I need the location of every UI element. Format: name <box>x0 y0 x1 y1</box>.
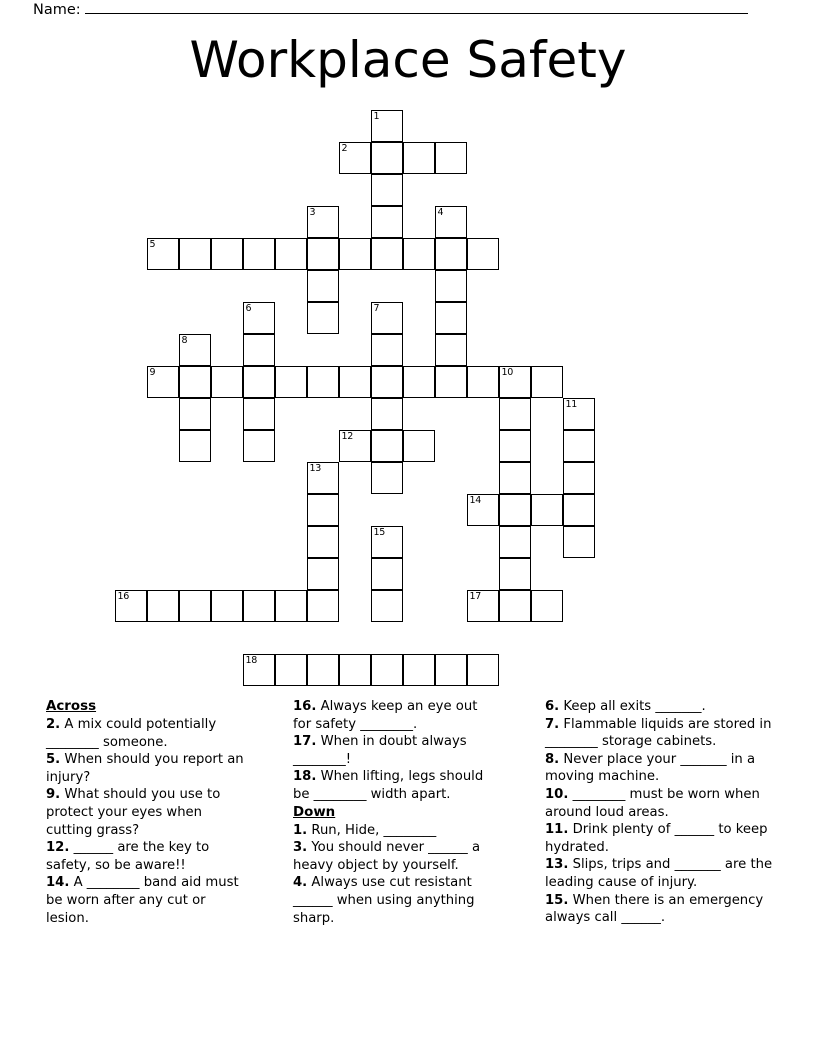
crossword-cell[interactable] <box>243 654 275 686</box>
page-title: Workplace Safety <box>189 31 627 89</box>
clue-text: Run, Hide, ________ <box>307 822 437 838</box>
crossword-cell[interactable] <box>275 238 307 270</box>
crossword-cell[interactable] <box>371 462 403 494</box>
clue-text: Drink plenty of ______ to keep hydrated. <box>545 822 768 855</box>
crossword-cell[interactable] <box>371 366 403 398</box>
clue-item <box>46 874 244 927</box>
crossword-cell[interactable] <box>467 590 499 622</box>
crossword-cell[interactable] <box>435 654 467 686</box>
clue-item <box>545 892 806 927</box>
crossword-cell[interactable] <box>243 238 275 270</box>
crossword-cell[interactable] <box>275 366 307 398</box>
crossword-cell[interactable] <box>275 654 307 686</box>
clue-text: Never place your _______ in a moving machine. <box>545 751 756 785</box>
crossword-cell[interactable] <box>243 590 275 622</box>
across-clue-list <box>46 716 244 927</box>
crossword-cell[interactable] <box>371 526 403 558</box>
clue-item <box>545 698 806 716</box>
crossword-cell[interactable] <box>243 302 275 334</box>
cell-number: 14 <box>469 495 481 506</box>
crossword-cell[interactable] <box>147 590 179 622</box>
name-label: Name: <box>33 2 81 18</box>
across-heading: Across <box>46 699 97 714</box>
crossword-cell[interactable] <box>435 206 467 238</box>
crossword-cell[interactable] <box>179 366 211 398</box>
crossword-cell[interactable] <box>179 334 211 366</box>
crossword-cell[interactable] <box>339 366 371 398</box>
clue-number: 4. <box>293 875 308 891</box>
cell-number: 2 <box>341 143 348 154</box>
crossword-cell[interactable] <box>563 526 595 558</box>
crossword-cell[interactable] <box>243 398 275 430</box>
crossword-cell[interactable] <box>339 430 371 462</box>
down-clue-list-continued <box>545 698 806 927</box>
crossword-cell[interactable] <box>179 398 211 430</box>
cell-number: 7 <box>373 303 380 314</box>
clue-number: 12. <box>46 840 70 856</box>
crossword-cell[interactable] <box>499 558 531 590</box>
crossword-cell[interactable] <box>531 366 563 398</box>
crossword-cell[interactable] <box>499 462 531 494</box>
crossword-cell[interactable] <box>403 142 435 174</box>
clue-item <box>545 716 806 751</box>
crossword-cell[interactable] <box>307 558 339 590</box>
cell-number: 11 <box>565 399 577 410</box>
clue-text: When lifting, legs should be ________ width apart. <box>293 769 484 802</box>
clue-text: ______ are the key to safety, so be aware!! <box>46 840 210 873</box>
clue-number: 14. <box>46 875 70 891</box>
clue-item <box>293 822 491 840</box>
clue-text: Always keep an eye out for safety ________. <box>293 699 478 732</box>
crossword-cell[interactable] <box>371 334 403 366</box>
crossword-cell[interactable] <box>435 334 467 366</box>
crossword-cell[interactable] <box>339 142 371 174</box>
cell-number: 12 <box>341 431 353 442</box>
clue-number: 6. <box>545 699 560 714</box>
crossword-cell[interactable] <box>467 238 499 270</box>
clue-text: Always use cut resistant ______ when using anything sharp. <box>293 875 475 926</box>
crossword-cell[interactable] <box>531 590 563 622</box>
crossword-cell[interactable] <box>499 398 531 430</box>
clue-item <box>293 768 491 803</box>
clue-number: 13. <box>545 857 569 873</box>
crossword-cell[interactable] <box>211 238 243 270</box>
crossword-cell[interactable] <box>243 430 275 462</box>
clue-item <box>545 786 806 821</box>
clue-text: Keep all exits _______. <box>559 699 706 714</box>
crossword-cell[interactable] <box>435 302 467 334</box>
cell-number: 15 <box>373 527 385 538</box>
crossword-cell[interactable] <box>531 494 563 526</box>
crossword-cell[interactable] <box>371 302 403 334</box>
crossword-cell[interactable] <box>499 590 531 622</box>
crossword-cell[interactable] <box>339 238 371 270</box>
crossword-cell[interactable] <box>371 110 403 142</box>
crossword-cell[interactable] <box>307 302 339 334</box>
crossword-cell[interactable] <box>371 206 403 238</box>
down-clue-list <box>293 822 491 928</box>
crossword-cell[interactable] <box>307 590 339 622</box>
clue-item <box>293 839 491 874</box>
crossword-cell[interactable] <box>147 366 179 398</box>
clue-text: ________ must be worn when around loud areas. <box>545 786 760 820</box>
crossword-cell[interactable] <box>371 142 403 174</box>
crossword-cell[interactable] <box>179 590 211 622</box>
clue-column-middle <box>250 698 497 927</box>
crossword-cell[interactable] <box>307 526 339 558</box>
clue-item <box>46 751 244 786</box>
clue-number: 3. <box>293 840 308 856</box>
clue-text: Flammable liquids are stored in ________ storage cabinets. <box>545 716 772 750</box>
clue-item <box>293 874 491 927</box>
clue-text: A mix could potentially ________ someone. <box>46 717 217 750</box>
crossword-cell[interactable] <box>403 654 435 686</box>
clue-text: When in doubt always ________! <box>293 734 467 767</box>
crossword-cell[interactable] <box>371 174 403 206</box>
down-heading: Down <box>293 804 336 820</box>
crossword-cell[interactable] <box>499 526 531 558</box>
crossword-cell[interactable] <box>499 366 531 398</box>
clue-item <box>46 716 244 751</box>
clue-item <box>545 856 806 891</box>
crossword-cell[interactable] <box>563 398 595 430</box>
cell-number: 4 <box>437 207 444 218</box>
clue-number: 7. <box>545 716 560 732</box>
crossword-cell[interactable] <box>563 462 595 494</box>
clues-section <box>0 698 816 927</box>
cell-number: 13 <box>309 463 321 474</box>
crossword-cell[interactable] <box>563 430 595 462</box>
clue-number: 16. <box>293 699 317 714</box>
clue-number: 2. <box>46 717 61 732</box>
clue-number: 8. <box>545 751 560 767</box>
across-clue-list-continued <box>293 698 491 804</box>
clue-item <box>46 839 244 874</box>
cell-number: 10 <box>501 367 513 378</box>
clue-text: A ________ band aid must be worn after any cut or lesion. <box>46 875 239 926</box>
crossword-cell[interactable] <box>467 654 499 686</box>
crossword-cell[interactable] <box>307 366 339 398</box>
clue-number: 15. <box>545 892 569 908</box>
clue-number: 5. <box>46 752 61 768</box>
crossword-cell[interactable] <box>339 654 371 686</box>
clue-item <box>545 751 806 786</box>
crossword-cell[interactable] <box>307 654 339 686</box>
clue-item <box>293 733 491 768</box>
clue-column-right <box>497 698 816 927</box>
crossword-cell[interactable] <box>211 366 243 398</box>
cell-number: 3 <box>309 207 316 218</box>
clue-item <box>293 698 491 733</box>
clue-number: 9. <box>46 787 61 803</box>
crossword-cell[interactable] <box>243 366 275 398</box>
clue-number: 18. <box>293 769 317 785</box>
crossword-cell[interactable] <box>211 590 243 622</box>
crossword-cell[interactable] <box>403 430 435 462</box>
cell-number: 1 <box>373 111 380 122</box>
crossword-cell[interactable] <box>307 494 339 526</box>
crossword-cell[interactable] <box>403 366 435 398</box>
clue-number: 11. <box>545 822 569 838</box>
clue-text: What should you use to protect your eyes when cutting grass? <box>46 787 221 838</box>
crossword-cell[interactable] <box>307 462 339 494</box>
crossword-cell[interactable] <box>467 366 499 398</box>
clue-text: When should you report an injury? <box>46 752 244 785</box>
crossword-cell[interactable] <box>147 238 179 270</box>
crossword-cell[interactable] <box>499 430 531 462</box>
clue-number: 10. <box>545 786 569 802</box>
crossword-cell[interactable] <box>115 590 147 622</box>
crossword-cell[interactable] <box>435 238 467 270</box>
crossword-cell[interactable] <box>499 494 531 526</box>
crossword-cell[interactable] <box>371 590 403 622</box>
crossword-cell[interactable] <box>275 590 307 622</box>
clue-text: You should never ______ a heavy object by yourself. <box>293 840 481 873</box>
cell-number: 16 <box>117 591 129 602</box>
crossword-cell[interactable] <box>371 558 403 590</box>
crossword-cell[interactable] <box>179 430 211 462</box>
clue-column-left <box>0 698 250 927</box>
clue-text: When there is an emergency always call ______. <box>545 892 764 926</box>
crossword-cell[interactable] <box>307 238 339 270</box>
cell-number: 17 <box>469 591 481 602</box>
clue-number: 1. <box>293 822 308 838</box>
crossword-cell[interactable] <box>435 142 467 174</box>
crossword-cell[interactable] <box>435 366 467 398</box>
crossword-cell[interactable] <box>371 238 403 270</box>
crossword-cell[interactable] <box>307 206 339 238</box>
clue-item <box>46 786 244 839</box>
crossword-cell[interactable] <box>371 398 403 430</box>
cell-number: 6 <box>245 303 252 314</box>
clue-item <box>545 821 806 856</box>
cell-number: 18 <box>245 655 257 666</box>
crossword-cell[interactable] <box>435 270 467 302</box>
crossword-cell[interactable] <box>563 494 595 526</box>
crossword-cell[interactable] <box>307 270 339 302</box>
crossword-cell[interactable] <box>467 494 499 526</box>
cell-number: 8 <box>181 335 188 346</box>
clue-text: Slips, trips and _______ are the leading cause of injury. <box>545 857 773 890</box>
crossword-cell[interactable] <box>371 654 403 686</box>
crossword-cell[interactable] <box>179 238 211 270</box>
crossword-cell[interactable] <box>371 430 403 462</box>
cell-number: 9 <box>149 367 156 378</box>
crossword-cell[interactable] <box>243 334 275 366</box>
clue-number: 17. <box>293 734 317 750</box>
crossword-cell[interactable] <box>403 238 435 270</box>
cell-number: 5 <box>149 239 156 250</box>
